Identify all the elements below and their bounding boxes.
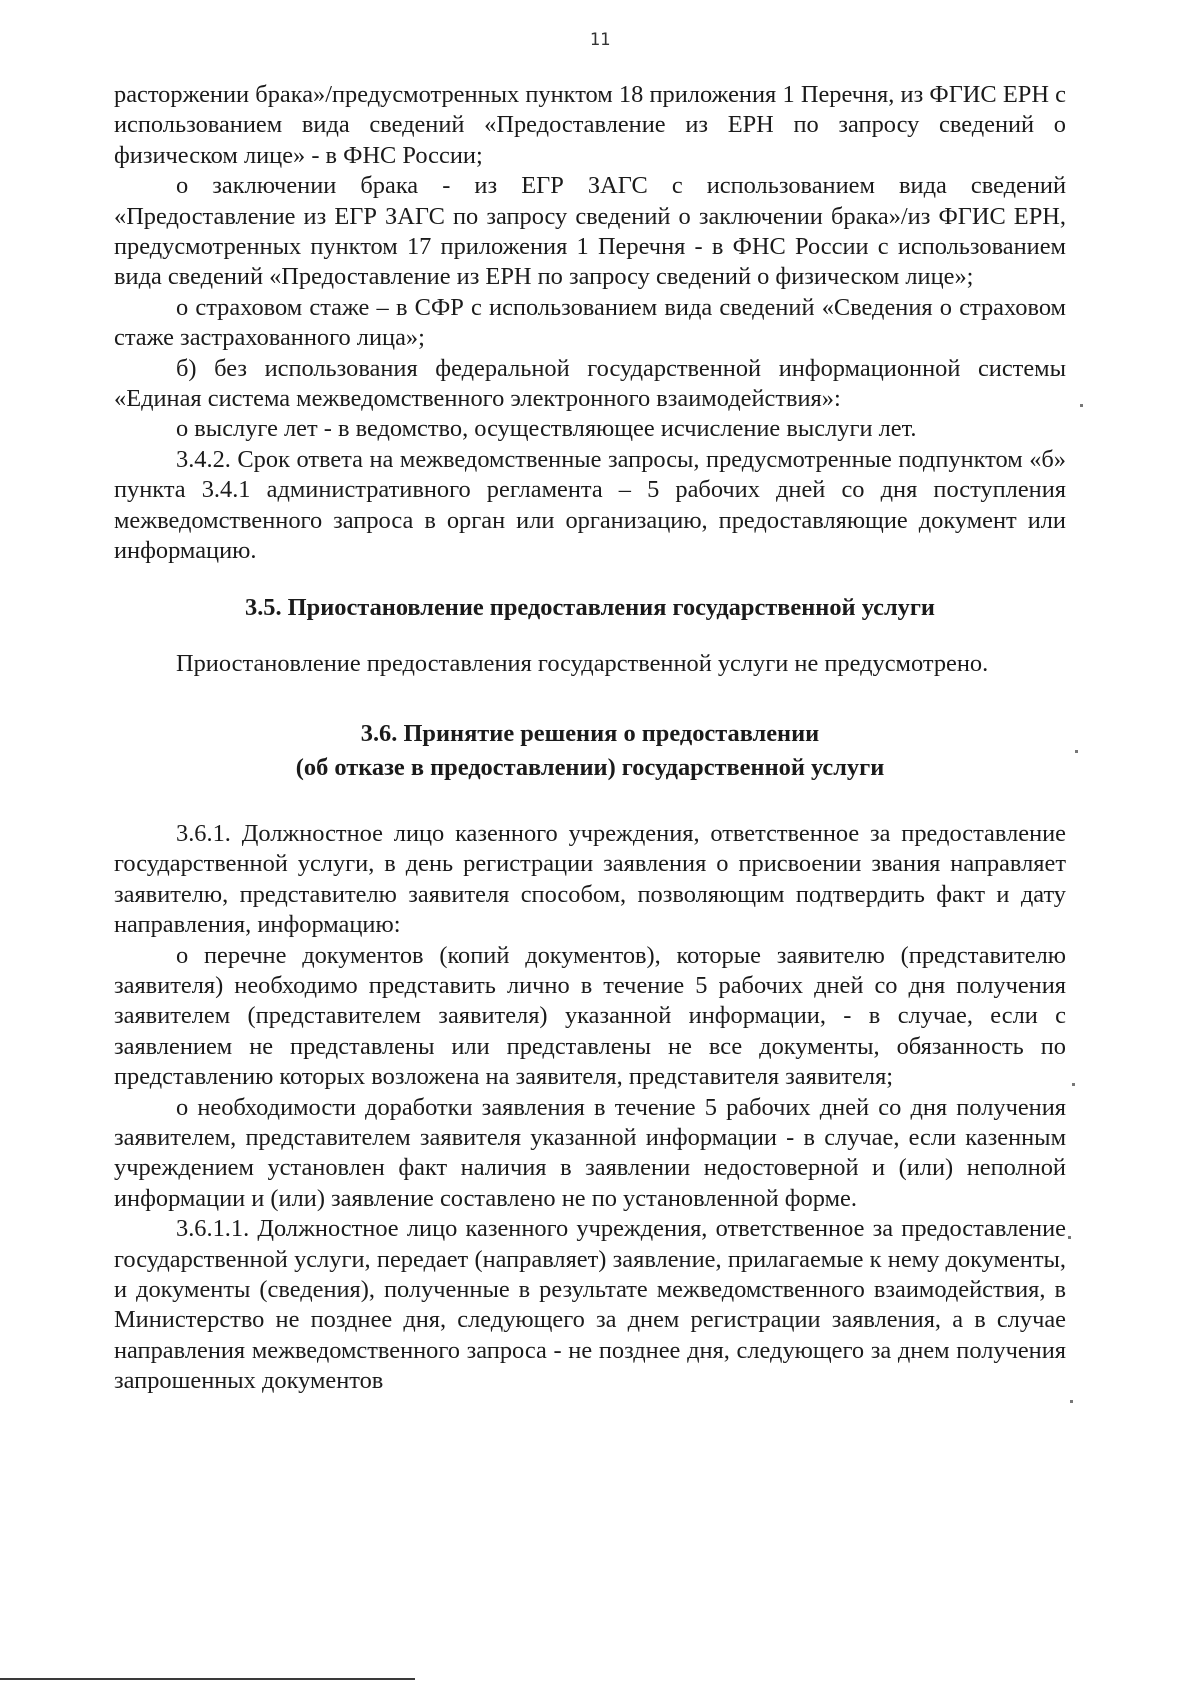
paragraph-without-smev: б) без использования федеральной государственной информационной системы «Единая система межведомственного электронного взаимодействия»: xyxy=(114,354,1066,413)
document-body xyxy=(114,80,1066,1397)
scan-dot xyxy=(1068,1236,1071,1239)
paragraph-revision: о необходимости доработки заявления в течение 5 рабочих дней со дня получения заявителем, представителем заявителя указанной информации - в случае, если казенным учреждением установлен факт наличия в заявлении недостоверной и (или) неполной информации и (или) заявление составлено не по установленной форме. xyxy=(114,1093,1066,1212)
scan-dot xyxy=(1070,1400,1073,1403)
scan-dot xyxy=(1075,750,1078,753)
scan-dot xyxy=(1072,1083,1075,1086)
paragraph-3-6-1: 3.6.1. Должностное лицо казенного учреждения, ответственное за предоставление государственной услуги, в день регистрации заявления о присвоении звания направляет заявителю, представителю заявителя способом, позволяющим подтвердить факт и дату направления, информацию: xyxy=(114,819,1066,939)
paragraph-service-years: о выслуге лет - в ведомство, осуществляющее исчисление выслуги лет. xyxy=(176,415,917,443)
paragraph-3-4-2: 3.4.2. Срок ответа на межведомственные запросы, предусмотренные подпунктом «б» пункта 3.4.1 административного регламента – 5 рабочих дней со дня поступления межведомственного запроса в орган или организацию, предоставляющие документ или информацию. xyxy=(114,445,1066,565)
heading-3-6-line1: 3.6. Принятие решения о предоставлении xyxy=(360,719,820,747)
paragraph-3-6-1-1: 3.6.1.1. Должностное лицо казенного учреждения, ответственное за предоставление государственной услуги, передает (направляет) заявление, прилагаемые к нему документы, и документы (сведения), полученные в результате межведомственного взаимодействия, в Министерство не позднее дня, следующего за днем регистрации заявления, а в случае направления межведомственного запроса - не позднее дня, следующего за днем получения запрошенных документов xyxy=(114,1215,1066,1395)
page-number: 11 xyxy=(589,30,611,50)
scan-dot xyxy=(1080,404,1083,407)
paragraph-3-5-text: Приостановление предоставления государственной услуги не предусмотрено. xyxy=(176,649,989,677)
heading-3-6-line2: (об отказе в предоставлении) государственной услуги xyxy=(295,753,885,781)
paragraph-documents-list: о перечне документов (копий документов), которые заявителю (представителю заявителя) необходимо представить лично в течение 5 рабочих дней со дня получения заявителем (представителем заявителя) указанной информации, - в случае, если с заявлением не представлены или представлены не все документы, обязанность по представлению которых возложена на заявителя, представителя заявителя; xyxy=(114,941,1066,1091)
paragraph-insurance-info: о страховом стаже – в СФР с использованием вида сведений «Сведения о страховом стаже застрахованного лица»; xyxy=(114,293,1066,352)
paragraph-marriage-info: о заключении брака - из ЕГР ЗАГС с использованием вида сведений «Предоставление из ЕГР ЗАГС по запросу сведений о заключении брака»/из ФГИС ЕРН, предусмотренных пунктом 17 приложения 1 Перечня - в ФНС России с использованием вида сведений «Предоставление из ЕРН по запросу сведений о физическом лице»; xyxy=(114,172,1066,291)
paragraph-continuation: расторжении брака»/предусмотренных пунктом 18 приложения 1 Перечня, из ФГИС ЕРН с использованием вида сведений «Предоставление из ЕРН по запросу сведений о физическом лице» - в ФНС России; xyxy=(114,81,1066,169)
footer-rule xyxy=(0,1678,415,1680)
heading-3-5: 3.5. Приостановление предоставления государственной услуги xyxy=(245,593,935,621)
heading-3-6 xyxy=(114,717,1066,785)
